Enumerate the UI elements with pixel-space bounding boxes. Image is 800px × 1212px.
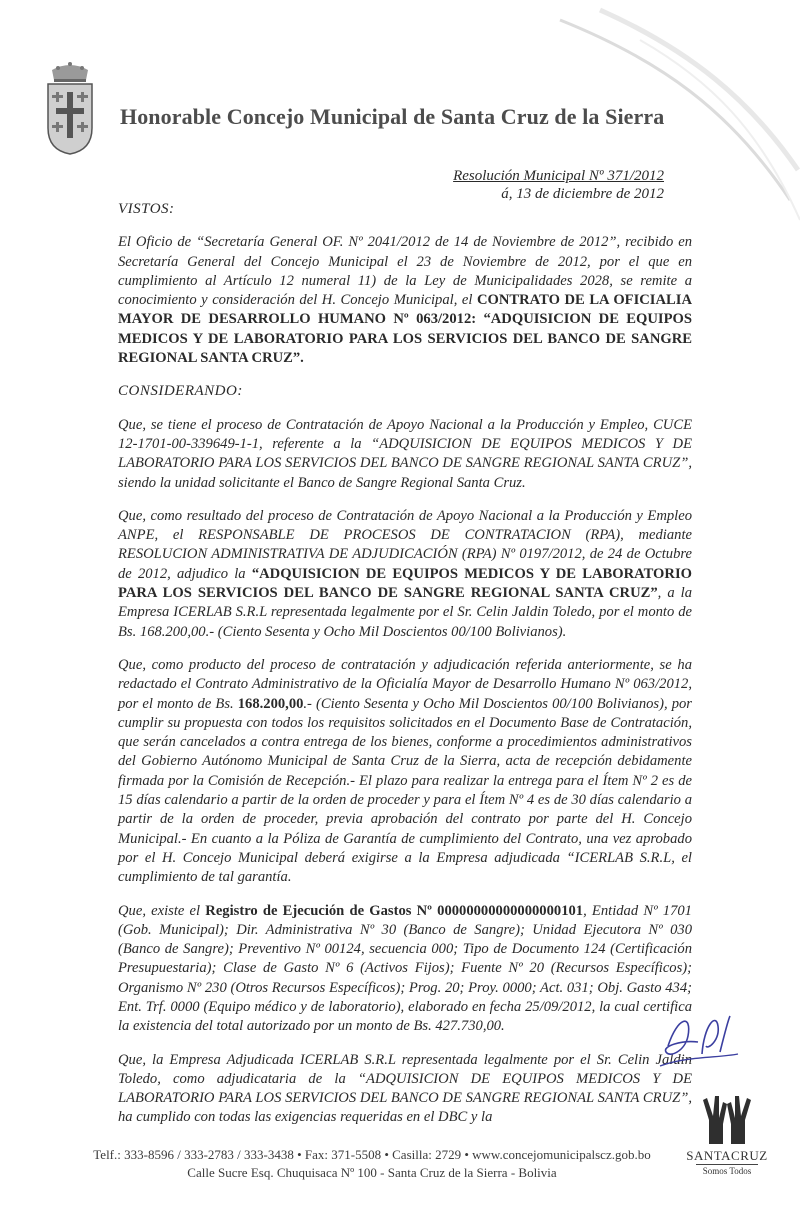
santa-cruz-brand-logo <box>684 1090 770 1176</box>
paragraph-2-text-a: Que, como resultado del proceso de Contratación de Apoyo Nacional a la Producción y Empleo ANPE, el RESPONSABLE DE PROCESOS DE CONTRATACION (RPA), mediante RESOLUCION ADMINISTRATIVA DE ADJUDICACIÓN (RPA) Nº 0197/2012, de 24 de Octubre de 2012, adjudico la <box>118 507 692 582</box>
brand-name: SANTACRUZ <box>686 1148 768 1163</box>
brand-tagline: Somos Todos <box>696 1164 758 1176</box>
signature-icon <box>658 1006 744 1076</box>
paragraph-3-amount: 168.200,00 <box>237 695 304 712</box>
vistos-contract-title: CONTRATO DE LA OFICIALIA MAYOR DE DESARROLLO HUMANO Nº 063/2012: “ADQUISICION DE EQUIPOS MEDICOS Y DE LABORATORIO PARA LOS SERVICIOS DEL BANCO DE SANGRE REGIONAL SANTA CRUZ”. <box>118 292 692 367</box>
resolution-number: Resolución Municipal Nº 371/2012 <box>453 168 664 184</box>
raised-hands-icon <box>695 1090 759 1146</box>
vistos-heading: VISTOS: <box>118 201 175 217</box>
paragraph-2-text-b: , a la Empresa ICERLAB S.R.L representada legalmente por el Sr. Celin Jaldin Toledo, por el monto de Bs. 168.200,00.- (Ciento Sesenta y Ocho Mil Doscientos 00/100 Bolivianos). <box>118 585 693 640</box>
paragraph-4-text-b: , Entidad Nº 1701 (Gob. Municipal); Dir. Administrativa Nº 30 (Banco de Sangre); Unidad Ejecutora Nº 030 (Banco de Sangre); Preventivo Nº 00124, secuencia 000; Tipo de Documento 124 (Certificación Presupuestaria); Clase de Gasto Nº 6 (Activos Fijos); Fuente Nº 20 (Recursos Específicos); Organismo Nº 230 (Otros Recursos Específicos); Prog. 20; Proy. 0000; Act. 031; Obj. Gasto 434; Ent. Trf. 0000 (Equipo médico y de laboratorio), elaborado en fecha 25/09/2012, la cual certifica la existencia del total autorizado por un monto de Bs. 427.730,00. <box>118 902 692 1035</box>
municipal-crest-icon <box>44 60 96 156</box>
paragraph-4-text-a: Que, existe el <box>118 902 206 919</box>
resolution-block <box>453 167 664 203</box>
footer-address-line: Calle Sucre Esq. Chuquisaca Nº 100 - Santa Cruz de la Sierra - Bolivia <box>187 1165 557 1180</box>
paragraph-2-bold: “ADQUISICION DE EQUIPOS MEDICOS Y DE LABORATORIO PARA LOS SERVICIOS DEL BANCO DE SANGRE REGIONAL SANTA CRUZ” <box>118 565 692 602</box>
footer <box>62 1146 682 1182</box>
considerando-paragraph-2 <box>118 507 692 642</box>
paragraph-3-text-b: .- (Ciento Sesenta y Ocho Mil Doscientos 00/100 Bolivianos), por cumplir su propuesta con todos los requisitos solicitados en el Documento Base de Contratación, que serán cancelados a contra entrega de los bienes, conforme a procedimientos administrativos del Gobierno Autónomo Municipal de Santa Cruz de la Sierra, acta de recepción debidamente firmada por la Comisión de Recepción.- El plazo para realizar la entrega para el Ítem Nº 2 es de 15 días calendario a partir de la orden de proceder y para el Ítem Nº 4 es de 30 días calendario a partir de la orden de proceder, previa aprobación del contrato por parte del H. Concejo Municipal.- En cuanto a la Póliza de Garantía de cumplimiento del Contrato, una vez aprobado por el H. Concejo Municipal deberá exigirse a la Empresa adjudicada “ICERLAB S.R.L, el cumplimiento de tal garantía. <box>118 695 692 886</box>
considerando-paragraph-1: Que, se tiene el proceso de Contratación de Apoyo Nacional a la Producción y Empleo, CUCE 12-1701-00-339649-1-1, referente a la “ADQUISICION DE EQUIPOS MEDICOS Y DE LABORATORIO PARA LOS SERVICIOS DEL BANCO DE SANGRE REGIONAL SANTA CRUZ”, siendo la unidad solicitante el Banco de Sangre Regional Santa Cruz. <box>118 416 692 491</box>
considerando-heading: CONSIDERANDO: <box>118 383 243 400</box>
vistos-text: El Oficio de “Secretaría General OF. Nº 2041/2012 de 14 de Noviembre de 2012”, recibido en Secretaría General del Concejo Municipal el 23 de Noviembre de 2012, por el que en cumplimiento al Artículo 12 numeral 11) de la Ley de Municipalidades 2028, se remite a conocimiento y consideración del H. Concejo Municipal, el <box>118 234 692 309</box>
paragraph-4-registry: Registro de Ejecución de Gastos Nº 00000000000000000101 <box>205 902 584 919</box>
considerando-paragraph-4 <box>118 902 692 1037</box>
vistos-paragraph <box>118 233 692 368</box>
document-body <box>118 200 692 1142</box>
considerando-paragraph-3 <box>118 656 692 888</box>
paragraph-3-text-a: Que, como producto del proceso de contratación y adjudicación referida anteriormente, se ha redactado el Contrato Administrativo de la Oficialía Mayor de Desarrollo Humano Nº 063/2012, por el monto de Bs. <box>118 656 692 712</box>
considerando-paragraph-5: Que, la Empresa Adjudicada ICERLAB S.R.L representada legalmente por el Sr. Celin Jaldin Toledo, como adjudicataria de la “ADQUISICION DE EQUIPOS MEDICOS Y DE LABORATORIO PARA LOS SERVICIOS DEL BANCO DE SANGRE REGIONAL SANTA CRUZ”, ha cumplido con todas las exigencias requeridas en el DBC y la <box>118 1051 692 1126</box>
resolution-date: á, 13 de diciembre de 2012 <box>501 186 664 202</box>
council-name: Honorable Concejo Municipal de Santa Cruz de la Sierra <box>120 104 665 129</box>
footer-contact-line: Telf.: 333-8596 / 333-2783 / 333-3438 • Fax: 371-5508 • Casilla: 2729 • www.concejomunicipalscz.gob.bo <box>93 1147 651 1162</box>
